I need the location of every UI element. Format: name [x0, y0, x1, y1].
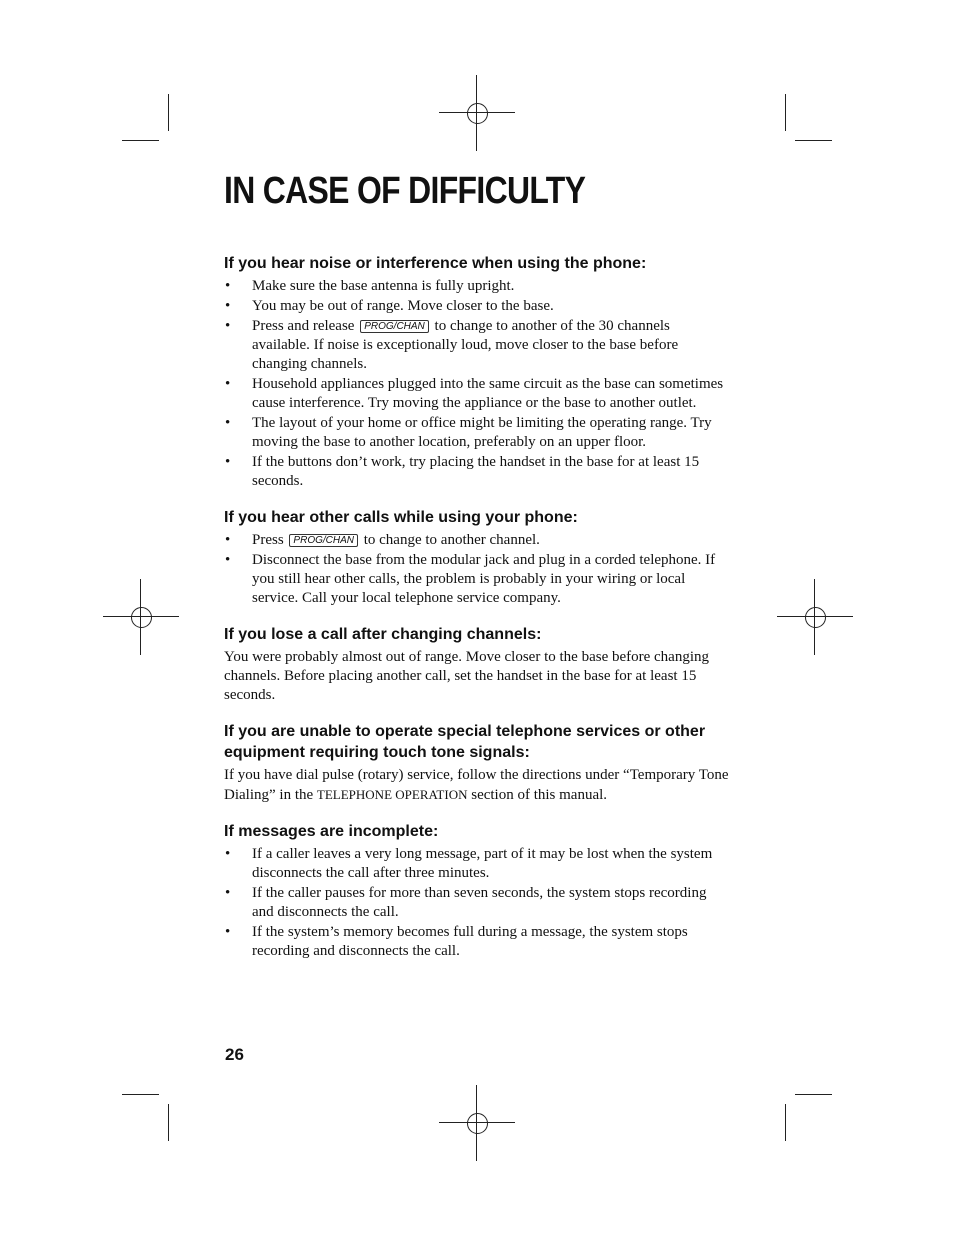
list-item: • Disconnect the base from the modular jack and plug in a corded telephone. If you still hear other calls, the problem is probably in your wiring or local service. Call your local telephone service company. [225, 552, 716, 606]
list-item: • If the system’s memory becomes full during a message, the system stops recording and disconnects the call. [225, 924, 688, 959]
registration-mark-icon [103, 579, 179, 655]
section-heading: If messages are incomplete: [224, 823, 439, 840]
crop-mark [122, 1094, 159, 1095]
paragraph: If you have dial pulse (rotary) service, follow the directions under “Temporary Tone Dialing” in the TELEPHONE OPERATION section of this manual. [224, 767, 729, 803]
crop-mark [785, 94, 786, 131]
crop-mark [122, 140, 159, 141]
bullet-list [224, 277, 730, 491]
section-heading: If you lose a call after changing channels: [224, 626, 542, 643]
paragraph: You were probably almost out of range. Move closer to the base before changing channels. Before placing another call, set the handset in the base for at least 15 seconds. [224, 649, 710, 703]
list-item: • You may be out of range. Move closer to the base. [225, 298, 554, 314]
bullet-list [224, 531, 730, 608]
list-item: • The layout of your home or office might be limiting the operating range. Try moving the base to another location, preferably on an upper floor. [225, 415, 712, 450]
list-item: • Press PROG/CHAN to change to another channel. [225, 532, 540, 548]
list-item: • If a caller leaves a very long message, part of it may be lost when the system disconnects the call after three minutes. [225, 846, 713, 881]
crop-mark [785, 1104, 786, 1141]
list-item: • If the buttons don’t work, try placing the handset in the base for at least 15 seconds. [225, 454, 700, 489]
registration-mark-icon [777, 579, 853, 655]
section-heading: If you are unable to operate special telephone services or other equipment requiring touch tone signals: [224, 723, 706, 761]
section-heading: If you hear other calls while using your phone: [224, 509, 578, 526]
section-heading: If you hear noise or interference when using the phone: [224, 255, 647, 272]
registration-mark-icon [439, 1085, 515, 1161]
section-special-services [224, 721, 730, 805]
crop-mark [795, 1094, 832, 1095]
crop-mark [168, 94, 169, 131]
bullet-list [224, 845, 730, 961]
prog-chan-key-icon: PROG/CHAN [360, 320, 429, 333]
page-content [224, 168, 730, 977]
list-item: • Press and release PROG/CHAN to change to another of the 30 channels available. If noise is exceptionally loud, move closer to the base before changing channels. [225, 318, 679, 372]
section-lose-call [224, 624, 730, 705]
list-item: • If the caller pauses for more than seven seconds, the system stops recording and disconnects the call. [225, 885, 707, 920]
list-item: • Make sure the base antenna is fully upright. [225, 278, 515, 294]
section-other-calls [224, 507, 730, 608]
list-item: • Household appliances plugged into the same circuit as the base can sometimes cause interference. Try moving the appliance or the base to another outlet. [225, 376, 724, 411]
prog-chan-key-icon: PROG/CHAN [289, 534, 358, 547]
registration-mark-icon [439, 75, 515, 151]
crop-mark [795, 140, 832, 141]
page-title: IN CASE OF DIFFICULTY [224, 170, 586, 212]
page-number: 26 [225, 1045, 244, 1064]
section-incomplete [224, 821, 730, 961]
section-noise [224, 253, 730, 491]
crop-mark [168, 1104, 169, 1141]
